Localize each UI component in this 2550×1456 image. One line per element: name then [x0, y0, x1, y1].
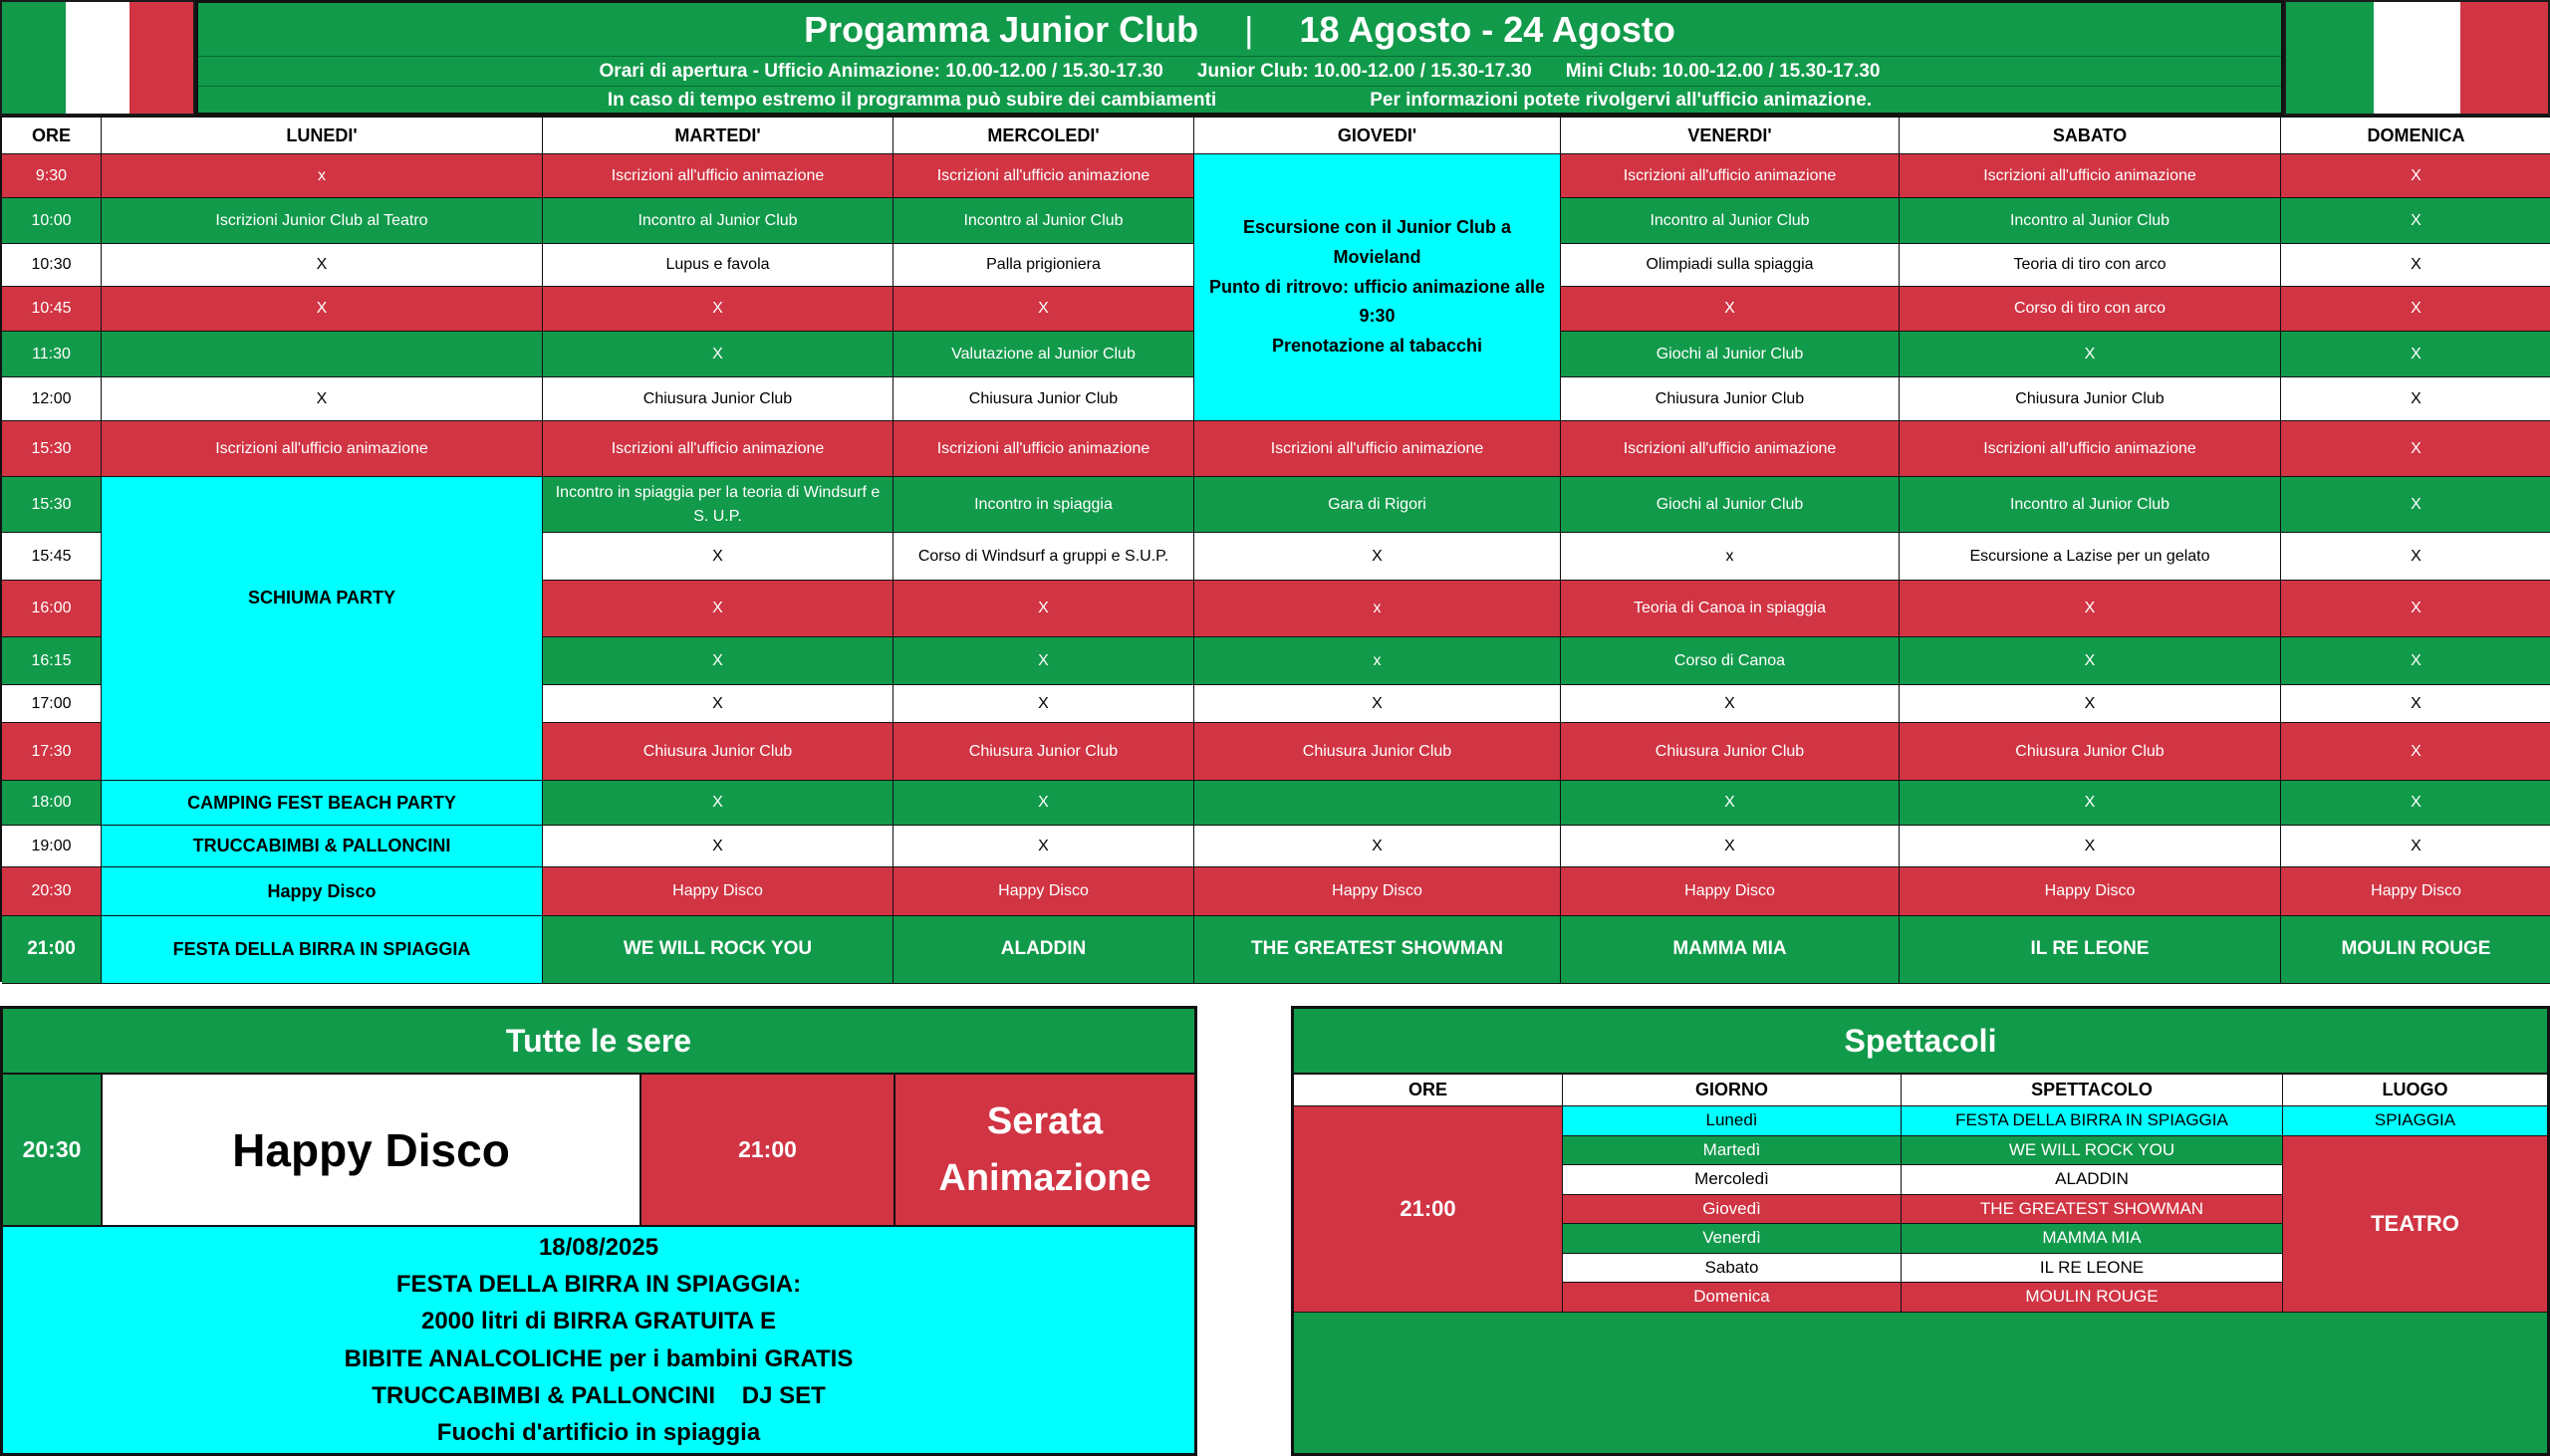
thursday-excursion-block: [1194, 154, 1561, 421]
activity-cell: X: [543, 533, 893, 581]
activity-cell: X: [543, 826, 893, 867]
announcement-line: 2000 litri di BIRRA GRATUITA E: [420, 1308, 777, 1335]
activity-cell: X: [1194, 826, 1561, 867]
activity-cell: X: [543, 581, 893, 637]
show-cell: WE WILL ROCK YOU: [543, 916, 893, 984]
announcement-line: FESTA DELLA BIRRA IN SPIAGGIA:: [395, 1271, 802, 1299]
activity-cell: X: [2281, 287, 2550, 332]
time-cell: 15:30: [2, 421, 102, 477]
activity-cell: Escursione a Lazise per un gelato: [1900, 533, 2281, 581]
show-name: MAMMA MIA: [1902, 1224, 2283, 1254]
activity-cell: X: [1194, 685, 1561, 723]
activity-cell: X: [2281, 685, 2550, 723]
nightly-time-animation: 21:00: [641, 1075, 895, 1227]
activity-cell: Happy Disco: [1900, 867, 2281, 916]
activity-cell: Happy Disco: [2281, 867, 2550, 916]
excursion-line: Punto di ritrovo: ufficio animazione alle: [1208, 276, 1546, 297]
show-place-theatre: TEATRO: [2283, 1136, 2547, 1313]
activity-cell: Iscrizioni all'ufficio animazione: [893, 421, 1194, 477]
show-day: Mercoledì: [1563, 1165, 1902, 1195]
show-day: Sabato: [1563, 1254, 1902, 1284]
activity-cell: X: [2281, 826, 2550, 867]
activity-cell: [1194, 781, 1561, 826]
activity-cell: X: [1900, 781, 2281, 826]
activity-cell: Teoria di tiro con arco: [1900, 244, 2281, 287]
time-cell: 10:45: [2, 287, 102, 332]
activity-cell: X: [2281, 377, 2550, 421]
activity-cell: X: [1561, 781, 1900, 826]
announcement-line: 18/08/2025: [538, 1233, 659, 1261]
activity-cell: X: [893, 826, 1194, 867]
activity-cell: Valutazione al Junior Club: [893, 332, 1194, 377]
activity-cell: X: [543, 685, 893, 723]
weekly-schedule-table: [0, 116, 2550, 982]
time-cell: 10:30: [2, 244, 102, 287]
time-cell: 12:00: [2, 377, 102, 421]
activity-cell: X: [2281, 477, 2550, 533]
activity-cell: Iscrizioni all'ufficio animazione: [102, 421, 543, 477]
notes-row: [198, 87, 2281, 115]
activity-cell: X: [1194, 533, 1561, 581]
program-header: [195, 0, 2284, 116]
nightly-event-animation: [895, 1075, 1194, 1227]
col-header-tuesday: MARTEDI': [543, 118, 893, 154]
nightly-time-disco: 20:30: [3, 1075, 103, 1227]
activity-cell: Chiusura Junior Club: [893, 723, 1194, 781]
italian-flag-left: [0, 0, 195, 116]
col-header-thursday: GIOVEDI': [1194, 118, 1561, 154]
announcement-line: BIBITE ANALCOLICHE per i bambini GRATIS: [344, 1344, 854, 1372]
announcement-line: TRUCCABIMBI & PALLONCINI DJ SET: [372, 1381, 826, 1409]
program-dates: 18 Agosto - 24 Agosto: [1299, 8, 1675, 50]
show-cell: ALADDIN: [893, 916, 1194, 984]
show-name: WE WILL ROCK YOU: [1902, 1136, 2283, 1166]
activity-cell: X: [2281, 198, 2550, 244]
nightly-title: Tutte le sere: [3, 1009, 1194, 1075]
activity-cell: Palla prigioniera: [893, 244, 1194, 287]
activity-cell: Iscrizioni all'ufficio animazione: [893, 154, 1194, 198]
beer-festival-announcement: [3, 1227, 1194, 1453]
activity-cell: X: [1900, 826, 2281, 867]
activity-cell: Chiusura Junior Club: [1561, 723, 1900, 781]
info-note: Per informazioni potete rivolgervi all'ufficio animazione.: [1370, 90, 1873, 111]
activity-cell: Giochi al Junior Club: [1561, 332, 1900, 377]
show-day: Giovedì: [1563, 1195, 1902, 1225]
time-cell: 15:30: [2, 477, 102, 533]
time-cell: 21:00: [2, 916, 102, 984]
show-cell: THE GREATEST SHOWMAN: [1194, 916, 1561, 984]
activity-cell: Incontro al Junior Club: [1900, 198, 2281, 244]
time-cell: 9:30: [2, 154, 102, 198]
program-title: Progamma Junior Club: [804, 8, 1199, 50]
shows-col-place: LUOGO: [2283, 1075, 2547, 1106]
shows-title: Spettacoli: [1294, 1009, 2547, 1075]
activity-cell: Incontro in spiaggia per la teoria di Windsurf e S. U.P.: [543, 477, 893, 533]
weather-note: In caso di tempo estremo il programma può subire dei cambiamenti: [607, 90, 1217, 111]
time-cell: 11:30: [2, 332, 102, 377]
activity-cell: Iscrizioni all'ufficio animazione: [543, 154, 893, 198]
activity-cell: Incontro al Junior Club: [1561, 198, 1900, 244]
animation-line: Animazione: [938, 1156, 1151, 1199]
activity-cell: Chiusura Junior Club: [1900, 723, 2281, 781]
opening-hours-row: [198, 57, 2281, 87]
show-name: IL RE LEONE: [1902, 1254, 2283, 1284]
excursion-line: Escursione con il Junior Club a: [1242, 217, 1512, 238]
excursion-line: Movieland: [1333, 246, 1421, 267]
activity-cell: X: [543, 637, 893, 685]
show-day: Domenica: [1563, 1283, 1902, 1313]
activity-cell: X: [102, 287, 543, 332]
time-cell: 17:30: [2, 723, 102, 781]
activity-cell: Iscrizioni Junior Club al Teatro: [102, 198, 543, 244]
activity-cell: Happy Disco: [893, 867, 1194, 916]
activity-cell: X: [893, 581, 1194, 637]
time-cell: 15:45: [2, 533, 102, 581]
activity-cell: X: [893, 287, 1194, 332]
time-cell: 10:00: [2, 198, 102, 244]
col-header-saturday: SABATO: [1900, 118, 2281, 154]
show-name: FESTA DELLA BIRRA IN SPIAGGIA: [1902, 1106, 2283, 1136]
activity-cell: X: [1561, 826, 1900, 867]
activity-cell: Incontro al Junior Club: [893, 198, 1194, 244]
activity-cell: X: [2281, 421, 2550, 477]
hours-office: Orari di apertura - Ufficio Animazione: 10.00-12.00 / 15.30-17.30: [599, 60, 1163, 82]
excursion-line: Prenotazione al tabacchi: [1271, 336, 1483, 357]
activity-cell: X: [1561, 685, 1900, 723]
show-name: MOULIN ROUGE: [1902, 1283, 2283, 1313]
activity-cell: X: [2281, 154, 2550, 198]
activity-cell: X: [1900, 685, 2281, 723]
activity-cell: X: [893, 637, 1194, 685]
activity-cell: Iscrizioni all'ufficio animazione: [543, 421, 893, 477]
excursion-line: 9:30: [1359, 306, 1396, 327]
title-separator: |: [1244, 8, 1254, 50]
nightly-events-panel: [0, 1006, 1197, 1456]
activity-cell: Chiusura Junior Club: [1194, 723, 1561, 781]
time-cell: 20:30: [2, 867, 102, 916]
activity-cell: Corso di Windsurf a gruppi e S.U.P.: [893, 533, 1194, 581]
activity-cell: X: [102, 377, 543, 421]
col-header-monday: LUNEDI': [102, 118, 543, 154]
time-cell: 16:00: [2, 581, 102, 637]
activity-cell: TRUCCABIMBI & PALLONCINI: [102, 826, 543, 867]
col-header-wednesday: MERCOLEDI': [893, 118, 1194, 154]
activity-cell: X: [102, 244, 543, 287]
time-cell: 19:00: [2, 826, 102, 867]
activity-cell: Happy Disco: [543, 867, 893, 916]
activity-cell: Chiusura Junior Club: [1561, 377, 1900, 421]
show-day: Lunedì: [1563, 1106, 1902, 1136]
show-place-beach: SPIAGGIA: [2283, 1106, 2547, 1136]
activity-cell: [102, 332, 543, 377]
time-cell: 16:15: [2, 637, 102, 685]
activity-cell: X: [2281, 533, 2550, 581]
shows-time: 21:00: [1294, 1106, 1563, 1313]
activity-cell: X: [1900, 581, 2281, 637]
activity-cell: x: [1194, 581, 1561, 637]
activity-cell: X: [2281, 723, 2550, 781]
activity-cell: X: [1561, 287, 1900, 332]
hours-junior-club: Junior Club: 10.00-12.00 / 15.30-17.30: [1196, 60, 1532, 82]
activity-cell: Happy Disco: [1194, 867, 1561, 916]
activity-cell: Iscrizioni all'ufficio animazione: [1900, 154, 2281, 198]
activity-cell: Incontro al Junior Club: [543, 198, 893, 244]
animation-line: Serata: [986, 1099, 1104, 1142]
show-name: THE GREATEST SHOWMAN: [1902, 1195, 2283, 1225]
activity-cell: Chiusura Junior Club: [1900, 377, 2281, 421]
activity-cell: Teoria di Canoa in spiaggia: [1561, 581, 1900, 637]
announcement-line: Fuochi d'artificio in spiaggia: [436, 1418, 761, 1446]
col-header-time: ORE: [2, 118, 102, 154]
shows-col-day: GIORNO: [1563, 1075, 1902, 1106]
activity-cell: Chiusura Junior Club: [543, 723, 893, 781]
shows-panel: [1291, 1006, 2550, 1456]
activity-cell: Gara di Rigori: [1194, 477, 1561, 533]
show-cell: FESTA DELLA BIRRA IN SPIAGGIA: [102, 916, 543, 984]
show-day: Venerdì: [1563, 1224, 1902, 1254]
activity-cell: X: [1900, 332, 2281, 377]
activity-cell: Happy Disco: [1561, 867, 1900, 916]
activity-cell: X: [543, 287, 893, 332]
activity-cell: Incontro al Junior Club: [1900, 477, 2281, 533]
col-header-friday: VENERDI': [1561, 118, 1900, 154]
activity-cell: CAMPING FEST BEACH PARTY: [102, 781, 543, 826]
col-header-sunday: DOMENICA: [2281, 118, 2550, 154]
activity-cell: X: [2281, 332, 2550, 377]
show-cell: MAMMA MIA: [1561, 916, 1900, 984]
activity-cell: X: [2281, 581, 2550, 637]
activity-cell: Iscrizioni all'ufficio animazione: [1194, 421, 1561, 477]
activity-cell: Giochi al Junior Club: [1561, 477, 1900, 533]
shows-col-time: ORE: [1294, 1075, 1563, 1106]
show-cell: MOULIN ROUGE: [2281, 916, 2550, 984]
activity-cell: Olimpiadi sulla spiaggia: [1561, 244, 1900, 287]
activity-cell: X: [1900, 637, 2281, 685]
activity-cell: X: [2281, 637, 2550, 685]
activity-cell: Chiusura Junior Club: [543, 377, 893, 421]
activity-cell: X: [893, 781, 1194, 826]
program-title-row: [198, 3, 2281, 57]
activity-cell: Corso di Canoa: [1561, 637, 1900, 685]
italian-flag-right: [2284, 0, 2550, 116]
activity-cell: Iscrizioni all'ufficio animazione: [1561, 421, 1900, 477]
activity-cell: x: [102, 154, 543, 198]
activity-cell: Incontro in spiaggia: [893, 477, 1194, 533]
show-name: ALADDIN: [1902, 1165, 2283, 1195]
activity-cell: X: [543, 781, 893, 826]
time-cell: 17:00: [2, 685, 102, 723]
activity-cell: X: [893, 685, 1194, 723]
shows-col-show: SPETTACOLO: [1902, 1075, 2283, 1106]
activity-cell: X: [2281, 244, 2550, 287]
time-cell: 18:00: [2, 781, 102, 826]
activity-cell: Iscrizioni all'ufficio animazione: [1900, 421, 2281, 477]
activity-cell: x: [1194, 637, 1561, 685]
hours-mini-club: Mini Club: 10.00-12.00 / 15.30-17.30: [1565, 60, 1881, 82]
activity-cell: Happy Disco: [102, 867, 543, 916]
activity-cell: Corso di tiro con arco: [1900, 287, 2281, 332]
activity-cell: Iscrizioni all'ufficio animazione: [1561, 154, 1900, 198]
activity-cell: x: [1561, 533, 1900, 581]
monday-foam-party: SCHIUMA PARTY: [102, 477, 543, 781]
show-day: Martedì: [1563, 1136, 1902, 1166]
nightly-event-disco: Happy Disco: [103, 1075, 641, 1227]
activity-cell: X: [543, 332, 893, 377]
activity-cell: Lupus e favola: [543, 244, 893, 287]
show-cell: IL RE LEONE: [1900, 916, 2281, 984]
activity-cell: Chiusura Junior Club: [893, 377, 1194, 421]
activity-cell: X: [2281, 781, 2550, 826]
shows-panel-footer: [1294, 1313, 2547, 1454]
